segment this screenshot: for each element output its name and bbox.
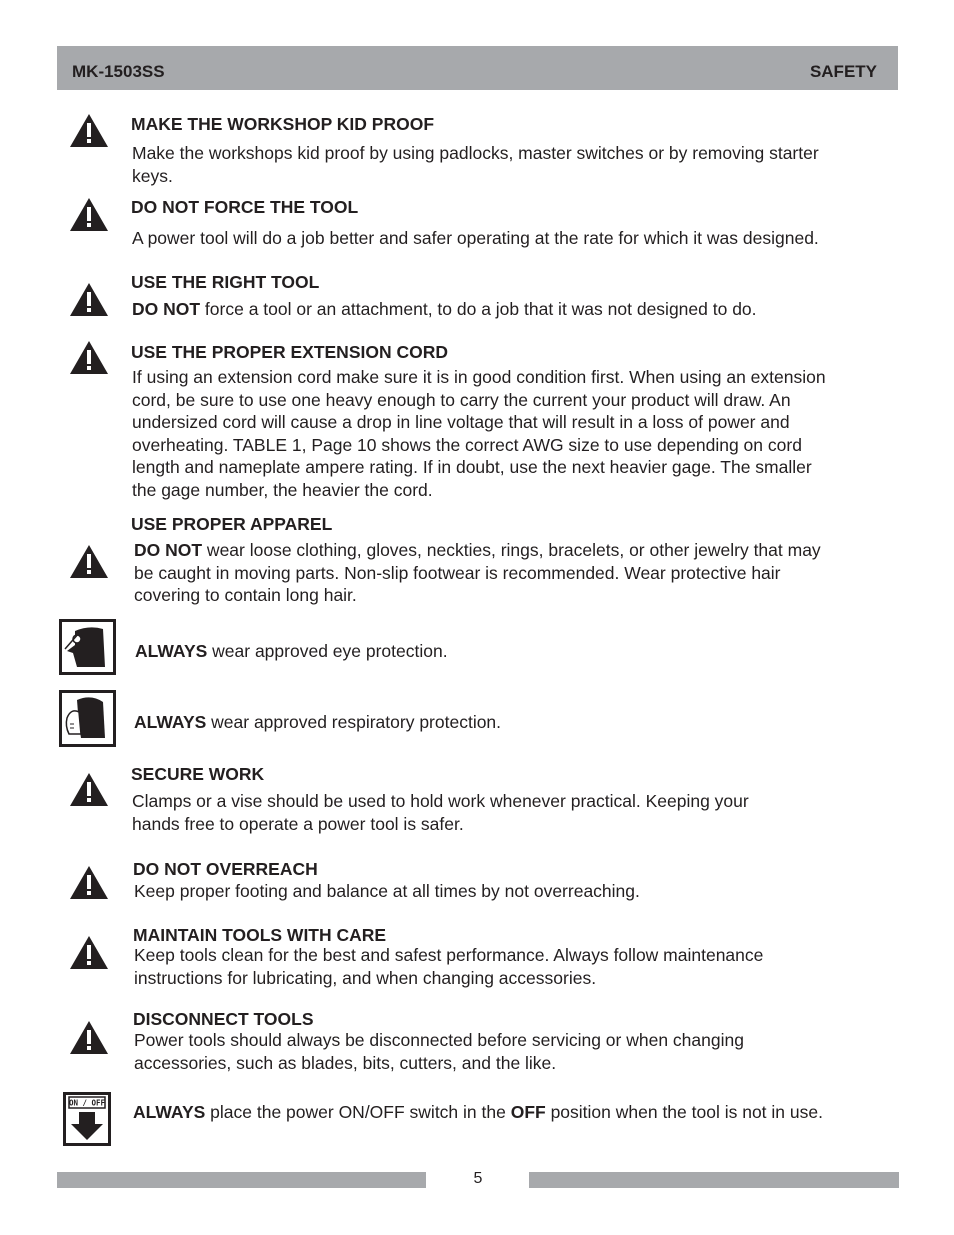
text-maintain: Keep tools clean for the best and safest performance. Always follow maintenance instructions for lubricating, and when changing accessories. [134,945,764,988]
warning-triangle-icon [69,772,109,807]
heading-maintain: MAINTAIN TOOLS WITH CARE [133,925,387,945]
warning-triangle-icon [69,935,109,970]
heading-kid-proof: MAKE THE WORKSHOP KID PROOF [131,114,435,134]
section-title: SAFETY [809,62,877,81]
heading-extension-cord: USE THE PROPER EXTENSION CORD [131,342,448,362]
model-number: MK-1503SS [72,62,165,81]
warning-triangle-icon [69,113,109,148]
text-disconnect: Power tools should always be disconnected before servicing or when changing accessories, such as blades, bits, cutters, and the like. [134,1030,744,1073]
warning-triangle-icon [69,544,109,579]
on-off-switch-icon [63,1092,111,1146]
eye-protection-icon [59,619,116,675]
text-secure-work: Clamps or a vise should be used to hold work whenever practical. Keeping your hands free to operate a power tool is safer. [132,791,749,834]
warning-triangle-icon [69,282,109,317]
footer-bar-left [57,1172,426,1188]
warning-triangle-icon [69,1020,109,1055]
warning-triangle-icon [69,197,109,232]
heading-apparel: USE PROPER APPAREL [131,514,333,534]
page-number: 5 [473,1170,483,1187]
heading-force-tool: DO NOT FORCE THE TOOL [131,197,359,217]
text-kid-proof: Make the workshops kid proof by using padlocks, master switches or by removing starter keys. [132,143,819,186]
text-extension-cord: If using an extension cord make sure it is in good condition first. When using an extension cord, be sure to use one heavy enough to carry the current your product will draw. An undersized cord will cause a drop in line voltage that will result in a loss of power and overheating. TABLE 1, Page 10 shows the correct AWG size to use depending on cord length and nameplate ampere rating. If in doubt, use the next heavier gage. The smaller the gage number, the heavier the cord. [132,367,826,500]
respirator-icon [59,690,116,747]
text-respiratory-protection: ALWAYS wear approved respiratory protection. [134,712,502,732]
warning-triangle-icon [69,865,109,900]
on-off-label: ON / OFF [68,1098,106,1108]
text-eye-protection: ALWAYS wear approved eye protection. [135,641,448,661]
heading-right-tool: USE THE RIGHT TOOL [131,272,320,292]
text-on-off: ALWAYS place the power ON/OFF switch in the OFF position when the tool is not in use. [133,1102,823,1122]
heading-overreach: DO NOT OVERREACH [133,859,318,879]
heading-secure-work: SECURE WORK [131,764,265,784]
text-force-tool: A power tool will do a job better and safer operating at the rate for which it was designed. [132,228,819,248]
text-apparel: DO NOT wear loose clothing, gloves, neckties, rings, bracelets, or other jewelry that may be caught in moving parts. Non-slip footwear is recommended. Wear protective hair covering to contain long hair. [134,540,821,606]
text-right-tool: DO NOT force a tool or an attachment, to do a job that it was not designed to do. [132,299,757,319]
text-overreach: Keep proper footing and balance at all times by not overreaching. [134,881,640,901]
heading-disconnect: DISCONNECT TOOLS [133,1009,314,1029]
warning-triangle-icon [69,340,109,375]
header-bar [57,46,898,90]
footer-bar-right [529,1172,899,1188]
